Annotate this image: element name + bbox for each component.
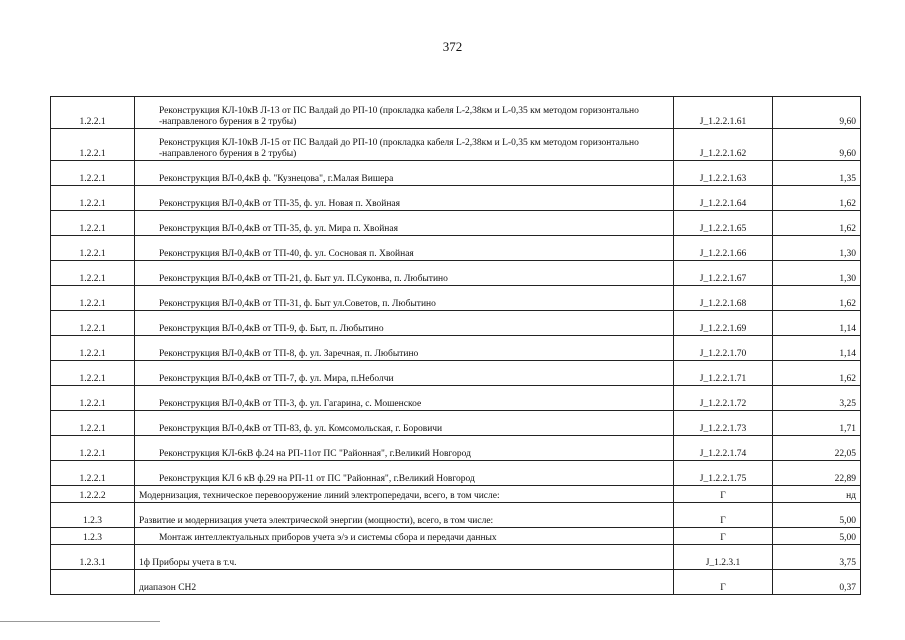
table-row [51,411,861,436]
row-name: Реконструкция ВЛ-0,4кВ ф. "Кузнецова", г.Малая Вишера [159,174,394,184]
row-id: J_1.2.2.1.71 [674,361,773,386]
row-id: J_1.2.2.1.61 [674,97,773,129]
row-name: 1ф Приборы учета в т.ч. [139,558,237,568]
row-name: Реконструкция ВЛ-0,4кВ от ТП-9, ф. Быт, п. Любытино [159,324,384,334]
row-id: J_1.2.2.1.70 [674,336,773,361]
row-code: 1.2.2.1 [51,436,135,461]
row-name-cell [135,129,674,161]
row-id: Г [674,570,773,595]
row-name: Реконструкция ВЛ-0,4кВ от ТП-35, ф. ул. Мира п. Хвойная [159,224,398,234]
row-id: J_1.2.2.1.74 [674,436,773,461]
row-value: 1,62 [773,286,861,311]
row-code: 1.2.2.1 [51,97,135,129]
row-id: J_1.2.2.1.62 [674,129,773,161]
investment-table [50,96,861,595]
table-row [51,186,861,211]
row-name-cell [135,545,674,570]
row-name: диапазон СН2 [139,583,197,593]
row-code: 1.2.2.1 [51,261,135,286]
row-name: Реконструкция ВЛ-0,4кВ от ТП-40, ф. ул. Сосновая п. Хвойная [159,249,414,259]
row-name-cell [135,461,674,486]
row-id: J_1.2.2.1.68 [674,286,773,311]
row-name: Реконструкция ВЛ-0,4кВ от ТП-35, ф. ул. Новая п. Хвойная [159,199,401,209]
row-name-cell [135,186,674,211]
row-id: J_1.2.2.1.72 [674,386,773,411]
row-name-cell [135,528,674,545]
row-code: 1.2.3.1 [51,545,135,570]
row-value: 1,62 [773,361,861,386]
row-name: Реконструкция ВЛ-0,4кВ от ТП-83, ф. ул. Комсомольская, г. Боровичи [159,424,443,434]
row-code: 1.2.2.1 [51,236,135,261]
row-name: Реконструкция КЛ 6 кВ ф.29 на РП-11 от ПС "Районная", г.Великий Новгород [159,474,475,484]
row-id: J_1.2.2.1.67 [674,261,773,286]
row-code: 1.2.3 [51,528,135,545]
row-name: Монтаж интеллектуальных приборов учета э/э и системы сбора и передачи данных [159,533,497,543]
row-code: 1.2.2.1 [51,161,135,186]
row-name: Реконструкция ВЛ-0,4кВ от ТП-21, ф. Быт ул. П.Суконва, п. Любытино [159,274,448,284]
table-row [51,129,861,161]
row-value: 5,00 [773,503,861,528]
table-row [51,361,861,386]
row-name: Реконструкция ВЛ-0,4кВ от ТП-7, ф. ул. Мира, п.Неболчи [159,374,394,384]
row-name: Реконструкция КЛ-10кВ Л-15 от ПС Валдай до РП-10 (прокладка кабеля L-2,38км и L-0,35 км методом горизонтально -направленого бурения в 2 трубы) [159,138,639,159]
row-code: 1.2.2.1 [51,386,135,411]
row-code: 1.2.2.1 [51,311,135,336]
row-name: Реконструкция ВЛ-0,4кВ от ТП-3, ф. ул. Гагарина, с. Мошенское [159,399,422,409]
row-name-cell [135,286,674,311]
table-row [51,570,861,595]
row-code: 1.2.2.1 [51,129,135,161]
row-value: нд [773,486,861,503]
row-name-cell [135,211,674,236]
row-id: J_1.2.2.1.75 [674,461,773,486]
row-code: 1.2.3 [51,503,135,528]
row-code: 1.2.2.1 [51,361,135,386]
row-value: 1,71 [773,411,861,436]
row-id: J_1.2.2.1.63 [674,161,773,186]
table-row [51,386,861,411]
row-code: 1.2.2.1 [51,461,135,486]
row-value: 22,89 [773,461,861,486]
row-value: 1,14 [773,336,861,361]
row-value: 1,62 [773,186,861,211]
row-id: J_1.2.2.1.64 [674,186,773,211]
row-code [51,570,135,595]
table-row [51,236,861,261]
row-name: Реконструкция ВЛ-0,4кВ от ТП-31, ф. Быт ул.Советов, п. Любытино [159,299,436,309]
row-value: 3,25 [773,386,861,411]
row-name-cell [135,336,674,361]
row-id: Г [674,528,773,545]
row-code: 1.2.2.2 [51,486,135,503]
table-row [51,286,861,311]
row-id: J_1.2.2.1.65 [674,211,773,236]
row-name-cell [135,386,674,411]
row-value: 3,75 [773,545,861,570]
row-name-cell [135,570,674,595]
table-row [51,436,861,461]
table-row [51,503,861,528]
row-value: 9,60 [773,129,861,161]
row-id: J_1.2.2.1.66 [674,236,773,261]
table-row [51,545,861,570]
row-name-cell [135,311,674,336]
row-name: Реконструкция ВЛ-0,4кВ от ТП-8, ф. ул. Заречная, п. Любытино [159,349,419,359]
row-name: Модернизация, техническое перевооружение линий электропередачи, всего, в том числе: [139,491,500,501]
row-id: Г [674,486,773,503]
table-row [51,161,861,186]
row-name-cell [135,261,674,286]
row-name: Реконструкция КЛ-6кВ ф.24 на РП-11от ПС "Районная", г.Великий Новгород [159,449,471,459]
table-row [51,486,861,503]
table-row [51,461,861,486]
row-value: 0,37 [773,570,861,595]
table-row [51,528,861,545]
row-code: 1.2.2.1 [51,211,135,236]
table-row [51,97,861,129]
row-code: 1.2.2.1 [51,186,135,211]
row-value: 22,05 [773,436,861,461]
row-name-cell [135,236,674,261]
row-value: 9,60 [773,97,861,129]
row-value: 5,00 [773,528,861,545]
row-id: J_1.2.2.1.69 [674,311,773,336]
row-value: 1,30 [773,236,861,261]
row-name-cell [135,503,674,528]
row-name-cell [135,411,674,436]
row-code: 1.2.2.1 [51,336,135,361]
bottom-divider [0,621,160,622]
row-name-cell [135,486,674,503]
row-value: 1,30 [773,261,861,286]
row-id: J_1.2.3.1 [674,545,773,570]
table-row [51,261,861,286]
table-row [51,311,861,336]
row-code: 1.2.2.1 [51,286,135,311]
row-name: Развитие и модернизация учета электрической энергии (мощности), всего, в том числе: [139,516,494,526]
row-name-cell [135,436,674,461]
row-name: Реконструкция КЛ-10кВ Л-13 от ПС Валдай до РП-10 (прокладка кабеля L-2,38км и L-0,35 км методом горизонтально -направленого бурения в 2 трубы) [159,106,639,127]
row-id: Г [674,503,773,528]
row-code: 1.2.2.1 [51,411,135,436]
page-number: 372 [442,39,463,54]
table-row [51,211,861,236]
row-name-cell [135,161,674,186]
row-name-cell [135,361,674,386]
row-name-cell [135,97,674,129]
table-row [51,336,861,361]
row-value: 1,14 [773,311,861,336]
row-value: 1,35 [773,161,861,186]
row-id: J_1.2.2.1.73 [674,411,773,436]
row-value: 1,62 [773,211,861,236]
